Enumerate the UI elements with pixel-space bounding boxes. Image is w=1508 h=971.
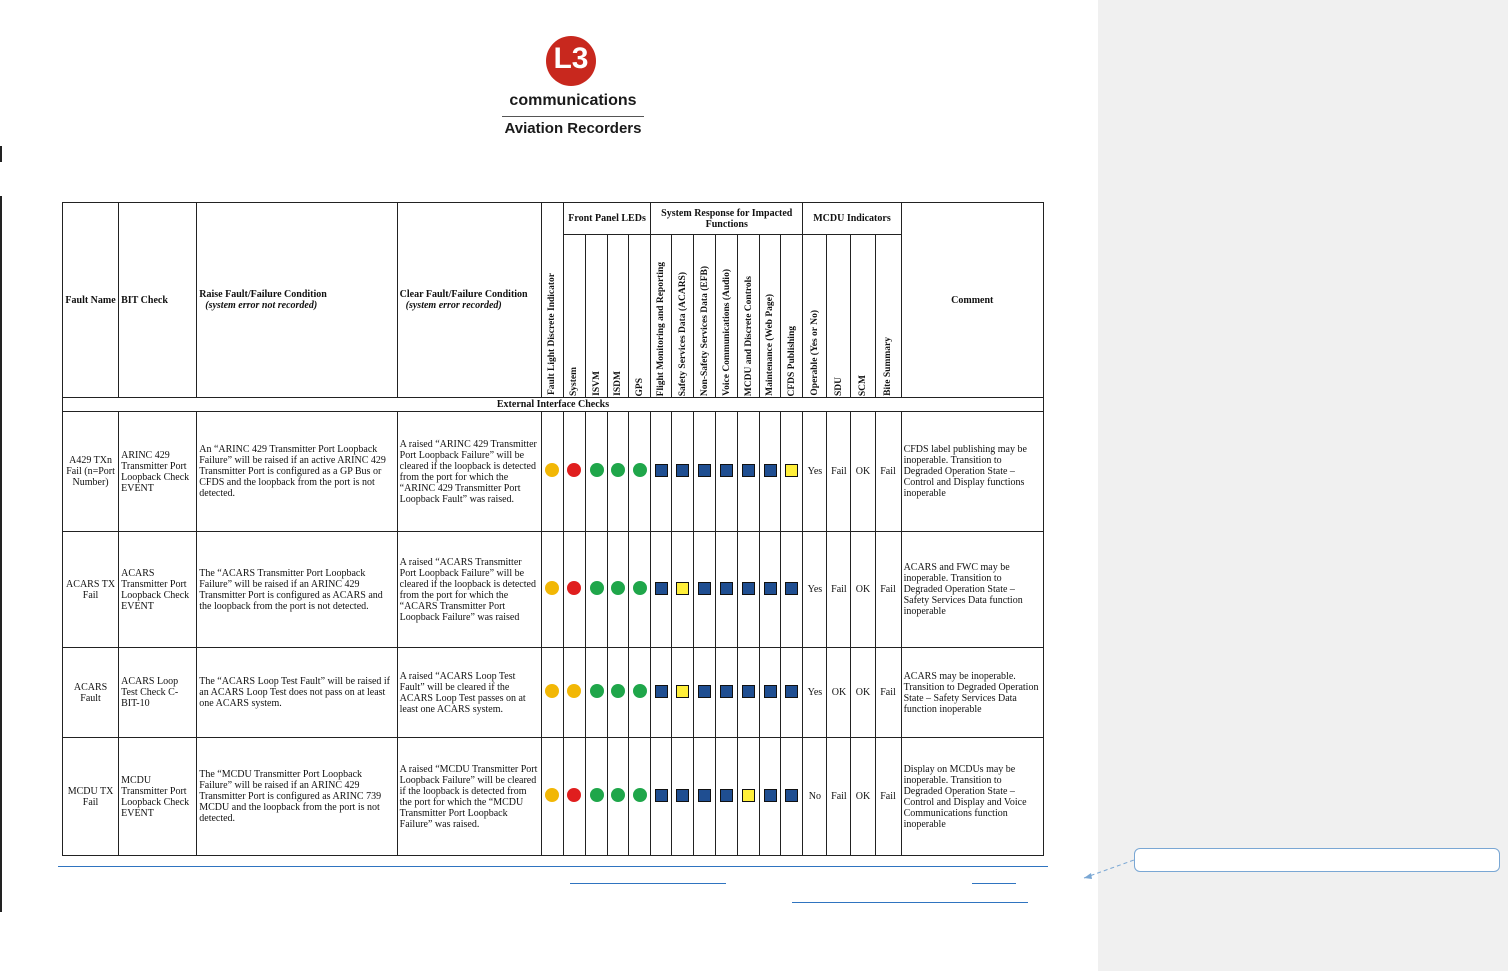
front-panel-led-cell [629, 648, 651, 738]
comment-cell: ACARS may be inoperable. Transition to Degraded Operation State – Safety Services Data function inoperable [901, 648, 1043, 738]
status-led-icon [545, 684, 559, 698]
status-led-icon [590, 463, 604, 477]
comment-balloon[interactable] [1134, 848, 1500, 872]
front-panel-led-cell [608, 738, 629, 856]
function-status-icon [676, 464, 689, 477]
header-discrete-indicator [541, 203, 563, 398]
header-indicator-scm [851, 235, 875, 398]
function-status-icon [676, 685, 689, 698]
function-response-cell [694, 738, 716, 856]
status-led-icon [590, 684, 604, 698]
function-response-cell [738, 648, 760, 738]
function-status-icon [742, 789, 755, 802]
function-status-icon [698, 685, 711, 698]
function-response-cell [716, 412, 738, 532]
raise-condition-cell: The “ACARS Transmitter Port Loopback Failure” will be raised if an ARINC 429 Transmitter Port is configured as ACARS and the loopback from the port is not detected. [197, 532, 397, 648]
header-function-text: CFDS Publishing [786, 325, 797, 396]
function-status-icon [785, 582, 798, 595]
header-mcdu-indicators: MCDU Indicators [803, 203, 901, 235]
header-front-panel: Front Panel LEDs [563, 203, 650, 235]
scm-cell: OK [851, 648, 875, 738]
header-discrete-text: Fault Light Discrete Indicator [547, 273, 558, 395]
header-function-safety-services [672, 235, 694, 398]
comment-cell: CFDS label publishing may be inoperable. Transition to Degraded Operation State – Control and Display functions inoperable [901, 412, 1043, 532]
bite-summary-cell: Fail [875, 532, 901, 648]
function-response-cell [760, 738, 781, 856]
l3-logo-badge [546, 36, 596, 86]
header-led-isvm [585, 235, 607, 398]
table-row [63, 412, 1044, 532]
function-status-icon [764, 464, 777, 477]
fault-name-cell: ACARS TX Fail [63, 532, 119, 648]
front-panel-led-cell [629, 738, 651, 856]
comment-cell: ACARS and FWC may be inoperable. Transition to Degraded Operation State – Safety Services Data function inoperable [901, 532, 1043, 648]
bit-check-cell: ARINC 429 Transmitter Port Loopback Check EVENT [119, 412, 197, 532]
header-indicator-text: Operable (Yes or No) [809, 310, 820, 396]
front-panel-led-cell [608, 532, 629, 648]
logo-aviation-recorders: Aviation Recorders [504, 120, 642, 137]
status-led-icon [633, 684, 647, 698]
discrete-indicator-cell [541, 648, 563, 738]
table-row [63, 738, 1044, 856]
footer-rule [58, 866, 1048, 867]
discrete-indicator-cell [541, 412, 563, 532]
function-response-cell [672, 412, 694, 532]
function-response-cell [760, 412, 781, 532]
function-response-cell [760, 532, 781, 648]
front-panel-led-cell [585, 532, 607, 648]
bite-summary-cell: Fail [875, 738, 901, 856]
header-led-text: ISDM [613, 371, 624, 396]
function-response-cell [672, 532, 694, 648]
fault-name-cell: ACARS Fault [63, 648, 119, 738]
function-status-icon [764, 685, 777, 698]
scm-cell: OK [851, 738, 875, 856]
function-response-cell [781, 412, 803, 532]
header-led-text: System [569, 366, 580, 396]
status-led-icon [611, 581, 625, 595]
front-panel-led-cell [585, 412, 607, 532]
function-response-cell [672, 648, 694, 738]
header-raise-note: (system error not recorded) [205, 300, 318, 311]
bit-check-cell: MCDU Transmitter Port Loopback Check EVENT [119, 738, 197, 856]
discrete-indicator-cell [541, 738, 563, 856]
scm-cell: OK [851, 532, 875, 648]
status-led-icon [545, 581, 559, 595]
header-indicator-text: Bite Summary [883, 337, 894, 396]
function-response-cell [716, 532, 738, 648]
status-led-icon [567, 684, 581, 698]
status-led-icon [590, 788, 604, 802]
revision-underline [792, 902, 1028, 903]
header-led-text: GPS [634, 377, 645, 396]
header-indicator-operable [803, 235, 827, 398]
status-led-icon [633, 463, 647, 477]
function-status-icon [676, 582, 689, 595]
clear-condition-cell: A raised “ARINC 429 Transmitter Port Loopback Failure” will be cleared if the loopback is detected from the port for which the “ARINC 429 Transmitter Port Loopback Fault” was raised. [397, 412, 541, 532]
header-fault-name: Fault Name [63, 203, 119, 398]
function-status-icon [676, 789, 689, 802]
function-response-cell [760, 648, 781, 738]
function-response-cell [738, 532, 760, 648]
status-led-icon [567, 581, 581, 595]
header-clear-label: Clear Fault/Failure Condition [399, 289, 528, 300]
header-comment: Comment [901, 203, 1043, 398]
function-response-cell [651, 648, 672, 738]
function-response-cell [738, 738, 760, 856]
header-clear-condition [397, 203, 541, 398]
clear-condition-cell: A raised “MCDU Transmitter Port Loopback Failure” will be cleared if the loopback is detected from the port for which the “MCDU Transmitter Port Loopback Failure” was raised. [397, 738, 541, 856]
function-response-cell [781, 648, 803, 738]
header-function-voice-communications [716, 235, 738, 398]
l3-logo [488, 36, 658, 140]
header-led-system [563, 235, 585, 398]
bit-check-cell: ACARS Loop Test Check C-BIT-10 [119, 648, 197, 738]
function-status-icon [742, 464, 755, 477]
section-title: External Interface Checks [63, 398, 1044, 412]
function-status-icon [720, 685, 733, 698]
function-status-icon [698, 582, 711, 595]
header-led-isdm [608, 235, 629, 398]
function-status-icon [764, 582, 777, 595]
front-panel-led-cell [563, 648, 585, 738]
header-function-text: Voice Communications (Audio) [721, 269, 732, 396]
header-function-mcdu-controls [738, 235, 760, 398]
operable-cell: Yes [803, 412, 827, 532]
status-led-icon [567, 788, 581, 802]
header-function-non-safety-services [694, 235, 716, 398]
function-response-cell [651, 738, 672, 856]
status-led-icon [567, 463, 581, 477]
function-status-icon [655, 464, 668, 477]
function-status-icon [785, 464, 798, 477]
header-function-text: Safety Services Data (ACARS) [677, 271, 688, 396]
raise-condition-cell: The “ACARS Loop Test Fault” will be raised if an ACARS Loop Test does not pass on at least one ACARS system. [197, 648, 397, 738]
revision-underline [972, 883, 1016, 884]
bite-summary-cell: Fail [875, 648, 901, 738]
function-status-icon [720, 582, 733, 595]
header-bit-check: BIT Check [119, 203, 197, 398]
header-function-text: MCDU and Discrete Controls [743, 275, 754, 396]
logo-communications: communications [509, 92, 637, 109]
status-led-icon [545, 463, 559, 477]
logo-mark: L3 [553, 42, 589, 75]
function-status-icon [742, 685, 755, 698]
status-led-icon [545, 788, 559, 802]
revision-underline [570, 883, 726, 884]
change-bar [0, 146, 2, 162]
scm-cell: OK [851, 412, 875, 532]
front-panel-led-cell [585, 738, 607, 856]
function-response-cell [781, 532, 803, 648]
change-bar [0, 196, 2, 912]
status-led-icon [611, 788, 625, 802]
function-status-icon [742, 582, 755, 595]
comment-sidebar [1098, 0, 1508, 971]
logo-rule [502, 116, 644, 117]
sdu-cell: Fail [827, 532, 851, 648]
front-panel-led-cell [563, 532, 585, 648]
function-status-icon [785, 685, 798, 698]
function-status-icon [720, 464, 733, 477]
header-indicator-bite-summary [875, 235, 901, 398]
function-status-icon [655, 685, 668, 698]
function-status-icon [698, 789, 711, 802]
front-panel-led-cell [585, 648, 607, 738]
header-clear-note: (system error recorded) [405, 300, 502, 311]
table-row [63, 648, 1044, 738]
operable-cell: Yes [803, 648, 827, 738]
header-system-response: System Response for Impacted Functions [651, 203, 803, 235]
function-response-cell [716, 738, 738, 856]
function-response-cell [651, 532, 672, 648]
header-function-flight-monitoring [651, 235, 672, 398]
status-led-icon [590, 581, 604, 595]
header-indicator-text: SDU [833, 376, 844, 396]
function-status-icon [785, 789, 798, 802]
function-response-cell [781, 738, 803, 856]
bite-summary-cell: Fail [875, 412, 901, 532]
function-status-icon [655, 789, 668, 802]
fault-table [62, 202, 1044, 856]
function-response-cell [672, 738, 694, 856]
sdu-cell: OK [827, 648, 851, 738]
front-panel-led-cell [629, 412, 651, 532]
fault-name-cell: A429 TXn Fail (n=Port Number) [63, 412, 119, 532]
front-panel-led-cell [629, 532, 651, 648]
header-raise-label: Raise Fault/Failure Condition [199, 289, 327, 300]
header-function-text: Non-Safety Services Data (EFB) [699, 265, 710, 396]
status-led-icon [633, 788, 647, 802]
raise-condition-cell: An “ARINC 429 Transmitter Port Loopback Failure” will be raised if an active ARINC 429 Transmitter Port is configured as a GP Bus or CFDS and the loopback from the port is not detected. [197, 412, 397, 532]
fault-name-cell: MCDU TX Fail [63, 738, 119, 856]
function-response-cell [694, 412, 716, 532]
header-function-text: Flight Monitoring and Reporting [656, 261, 667, 396]
header-indicator-text: SCM [857, 374, 868, 396]
clear-condition-cell: A raised “ACARS Loop Test Fault” will be cleared if the ACARS Loop Test passes on at least one ACARS system. [397, 648, 541, 738]
function-status-icon [764, 789, 777, 802]
bit-check-cell: ACARS Transmitter Port Loopback Check EVENT [119, 532, 197, 648]
table-row [63, 532, 1044, 648]
status-led-icon [611, 684, 625, 698]
header-function-maintenance [760, 235, 781, 398]
function-response-cell [738, 412, 760, 532]
front-panel-led-cell [563, 738, 585, 856]
status-led-icon [633, 581, 647, 595]
function-response-cell [694, 532, 716, 648]
front-panel-led-cell [608, 412, 629, 532]
header-led-text: ISVM [591, 371, 602, 396]
discrete-indicator-cell [541, 532, 563, 648]
function-status-icon [698, 464, 711, 477]
function-response-cell [716, 648, 738, 738]
comment-cell: Display on MCDUs may be inoperable. Transition to Degraded Operation State – Control and Display and Voice Communications function inoperable [901, 738, 1043, 856]
status-led-icon [611, 463, 625, 477]
front-panel-led-cell [608, 648, 629, 738]
header-indicator-sdu [827, 235, 851, 398]
header-led-gps [629, 235, 651, 398]
sdu-cell: Fail [827, 738, 851, 856]
function-status-icon [720, 789, 733, 802]
operable-cell: No [803, 738, 827, 856]
front-panel-led-cell [563, 412, 585, 532]
function-response-cell [651, 412, 672, 532]
function-status-icon [655, 582, 668, 595]
header-raise-condition [197, 203, 397, 398]
clear-condition-cell: A raised “ACARS Transmitter Port Loopback Failure” will be cleared if the loopback is detected from the port for which the “ACARS Transmitter Port Loopback Failure” was raised [397, 532, 541, 648]
operable-cell: Yes [803, 532, 827, 648]
function-response-cell [694, 648, 716, 738]
header-function-cfds-publishing [781, 235, 803, 398]
sdu-cell: Fail [827, 412, 851, 532]
header-function-text: Maintenance (Web Page) [765, 294, 776, 396]
raise-condition-cell: The “MCDU Transmitter Port Loopback Failure” will be raised if an ARINC 429 Transmitter Port is configured as ARINC 739 MCDU and the loopback from the port is not detected. [197, 738, 397, 856]
